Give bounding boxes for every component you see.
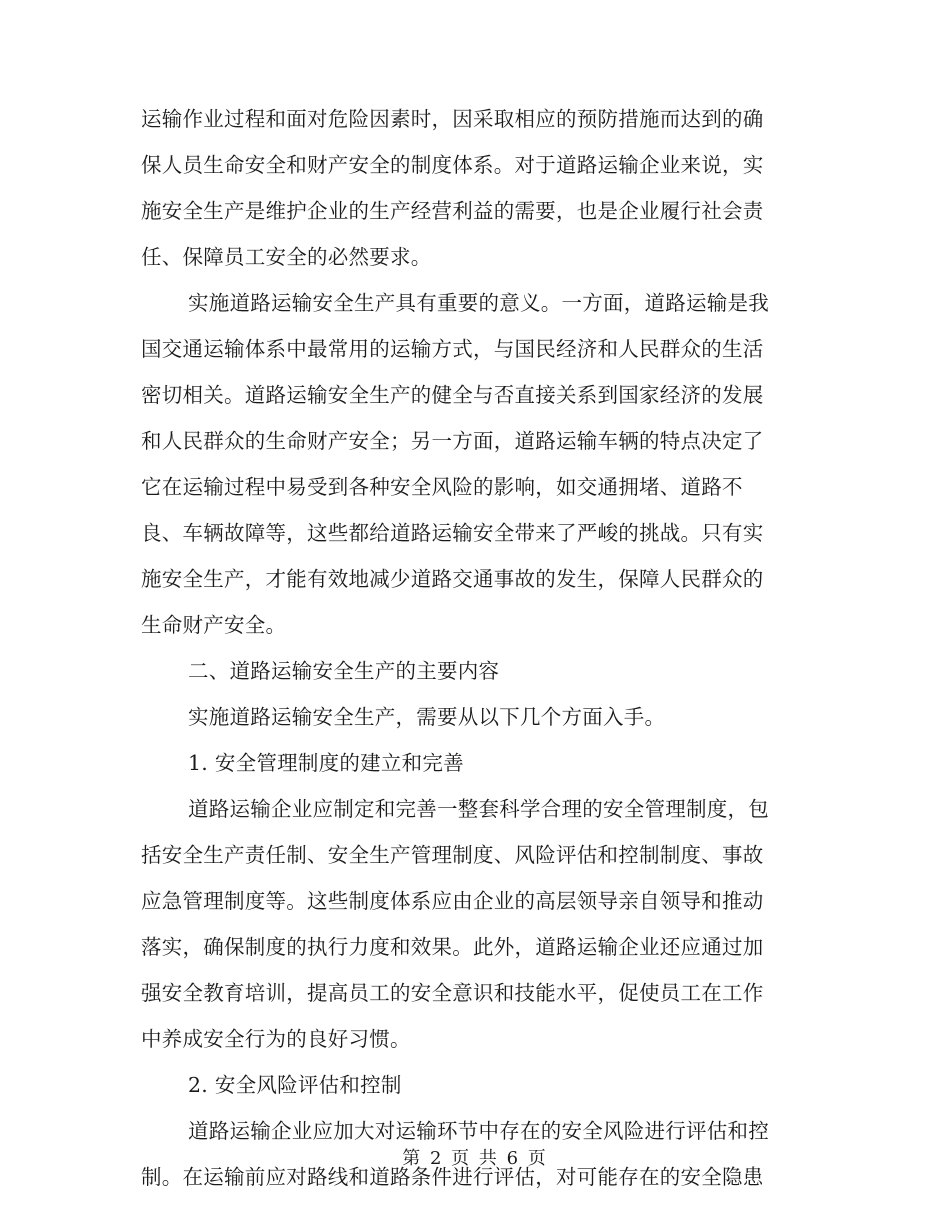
body-line: 生命财产安全。 bbox=[141, 613, 287, 637]
subsection-heading: 1. 安全管理制度的建立和完善 bbox=[188, 751, 464, 775]
body-line: 国交通运输体系中最常用的运输方式，与国民经济和人民群众的生活 bbox=[141, 337, 764, 361]
body-line: 强安全教育培训，提高员工的安全意识和技能水平，促使员工在工作 bbox=[141, 981, 764, 1005]
body-line: 括安全生产责任制、安全生产管理制度、风险评估和控制制度、事故 bbox=[141, 843, 764, 867]
body-line: 任、保障员工安全的必然要求。 bbox=[141, 245, 432, 269]
subsection-heading: 2. 安全风险评估和控制 bbox=[188, 1073, 402, 1097]
body-line: 运输作业过程和面对危险因素时，因采取相应的预防措施而达到的确 bbox=[141, 107, 764, 131]
paragraph-start-line: 实施道路运输安全生产具有重要的意义。一方面，道路运输是我 bbox=[188, 291, 769, 315]
body-line: 制。在运输前应对路线和道路条件进行评估，对可能存在的安全隐患 bbox=[141, 1165, 764, 1189]
paragraph-start-line: 实施道路运输安全生产，需要从以下几个方面入手。 bbox=[188, 705, 666, 729]
body-line: 施安全生产，才能有效地减少道路交通事故的发生，保障人民群众的 bbox=[141, 567, 764, 591]
document-body bbox=[141, 96, 811, 1200]
body-line: 保人员生命安全和财产安全的制度体系。对于道路运输企业来说，实 bbox=[141, 153, 764, 177]
body-line: 良、车辆故障等，这些都给道路运输安全带来了严峻的挑战。只有实 bbox=[141, 521, 764, 545]
paragraph-start-line: 道路运输企业应制定和完善一整套科学合理的安全管理制度，包 bbox=[188, 797, 769, 821]
page-number-footer: 第 2 页 共 6 页 bbox=[402, 1148, 548, 1169]
body-line: 它在运输过程中易受到各种安全风险的影响，如交通拥堵、道路不 bbox=[141, 475, 743, 499]
paragraph-start-line: 道路运输企业应加大对运输环节中存在的安全风险进行评估和控 bbox=[188, 1119, 769, 1143]
body-line: 应急管理制度等。这些制度体系应由企业的高层领导亲自领导和推动 bbox=[141, 889, 764, 913]
section-heading: 二、道路运输安全生产的主要内容 bbox=[188, 659, 500, 683]
body-line: 和人民群众的生命财产安全；另一方面，道路运输车辆的特点决定了 bbox=[141, 429, 764, 453]
body-line: 中养成安全行为的良好习惯。 bbox=[141, 1027, 411, 1051]
body-line: 施安全生产是维护企业的生产经营利益的需要，也是企业履行社会责 bbox=[141, 199, 764, 223]
body-line: 落实，确保制度的执行力度和效果。此外，道路运输企业还应通过加 bbox=[141, 935, 764, 959]
body-line: 密切相关。道路运输安全生产的健全与否直接关系到国家经济的发展 bbox=[141, 383, 764, 407]
